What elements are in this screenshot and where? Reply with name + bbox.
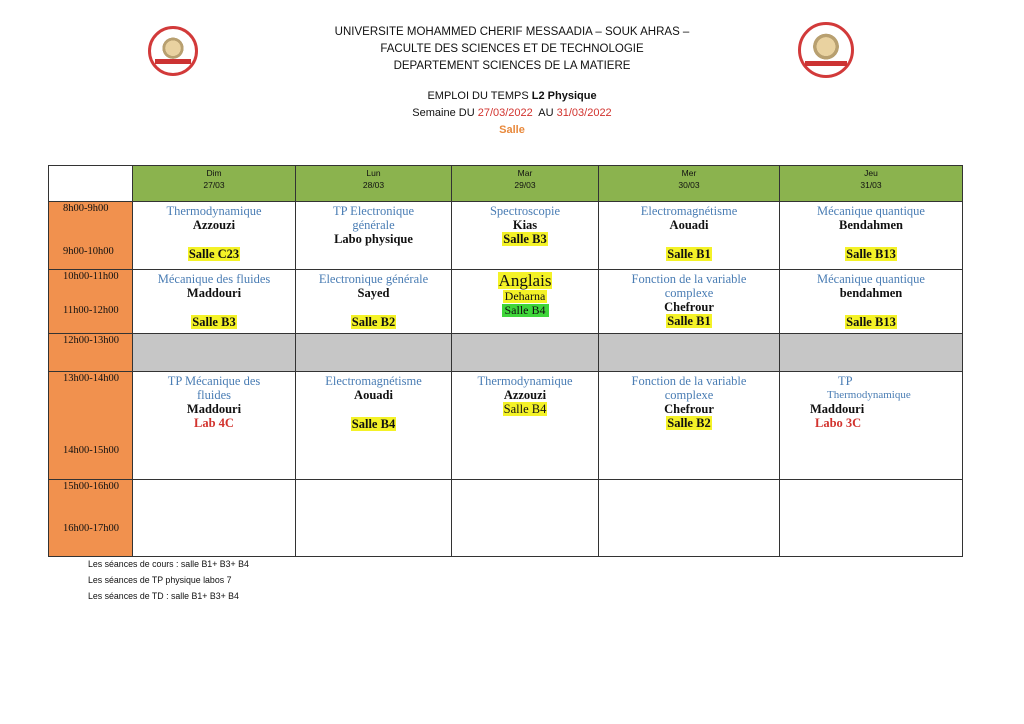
empty-cell (452, 480, 599, 557)
university-name: UNIVERSITE MOHAMMED CHERIF MESSAADIA – SOUK AHRAS – (334, 26, 690, 38)
session-jeu-morning1: Mécanique quantique Bendahmen Salle B13 (780, 202, 963, 270)
session-dim-morning2: Mécanique des fluides Maddouri Salle B3 (133, 270, 296, 334)
corner-cell (49, 166, 133, 202)
session-mer-morning2: Fonction de la variable complexe Chefrour Salle B1 (599, 270, 780, 334)
table-row (49, 202, 963, 270)
table-row (49, 270, 963, 334)
empty-cell (780, 480, 963, 557)
table-row (49, 480, 963, 557)
time-slot-8-10: 8h00-9h00 9h00-10h00 (49, 202, 133, 270)
session-lun-morning1: TP Electronique générale Labo physique (296, 202, 452, 270)
session-mar-afternoon: Thermodynamique Azzouzi Salle B4 (452, 372, 599, 480)
session-dim-morning1: Thermodynamique Azzouzi Salle C23 (133, 202, 296, 270)
lunch-break (133, 334, 296, 372)
day-header-mar: Mar 29/03 (452, 166, 599, 202)
salle-label: Salle (499, 124, 525, 136)
date-to: 31/03/2022 (556, 107, 612, 119)
session-mar-morning2: Anglais Deharna Salle B4 (452, 270, 599, 334)
note-cours: Les séances de cours : salle B1+ B3+ B4 (88, 559, 249, 569)
session-mer-afternoon: Fonction de la variable complexe Chefrour Salle B2 (599, 372, 780, 480)
lunch-break (452, 334, 599, 372)
empty-cell (599, 480, 780, 557)
session-mer-morning1: Electromagnétisme Aouadi Salle B1 (599, 202, 780, 270)
table-row (49, 372, 963, 480)
faculty-name: FACULTE DES SCIENCES ET DE TECHNOLOGIE (380, 43, 644, 55)
note-tp: Les séances de TP physique labos 7 (88, 575, 232, 585)
time-slot-13-15: 13h00-14h00 14h00-15h00 (49, 372, 133, 480)
lunch-break (780, 334, 963, 372)
note-td: Les séances de TD : salle B1+ B3+ B4 (88, 591, 239, 601)
timetable (48, 165, 963, 557)
schedule-title: EMPLOI DU TEMPS L2 Physique (427, 90, 597, 102)
empty-cell (296, 480, 452, 557)
session-lun-afternoon: Electromagnétisme Aouadi Salle B4 (296, 372, 452, 480)
lunch-break (599, 334, 780, 372)
day-header-jeu: Jeu 31/03 (780, 166, 963, 202)
week-range: Semaine DU 27/03/2022 AU 31/03/2022 (412, 107, 612, 119)
session-mar-morning1: Spectroscopie Kias Salle B3 (452, 202, 599, 270)
session-jeu-afternoon: TP Thermodynamique Maddouri Labo 3C (780, 372, 963, 480)
table-row (49, 334, 963, 372)
date-from: 27/03/2022 (477, 107, 533, 119)
table-header-row (49, 166, 963, 202)
day-header-dim: Dim 27/03 (133, 166, 296, 202)
session-dim-afternoon: TP Mécanique des fluides Maddouri Lab 4C (133, 372, 296, 480)
department-name: DEPARTEMENT SCIENCES DE LA MATIERE (393, 60, 631, 72)
day-header-lun: Lun 28/03 (296, 166, 452, 202)
empty-cell (133, 480, 296, 557)
lunch-break (296, 334, 452, 372)
time-slot-15-17: 15h00-16h00 16h00-17h00 (49, 480, 133, 557)
day-header-mer: Mer 30/03 (599, 166, 780, 202)
session-jeu-morning2: Mécanique quantique bendahmen Salle B13 (780, 270, 963, 334)
level-label: L2 Physique (531, 90, 597, 102)
session-lun-morning2: Electronique générale Sayed Salle B2 (296, 270, 452, 334)
time-slot-10-12: 10h00-11h00 11h00-12h00 (49, 270, 133, 334)
time-slot-12-13: 12h00-13h00 (49, 334, 133, 372)
